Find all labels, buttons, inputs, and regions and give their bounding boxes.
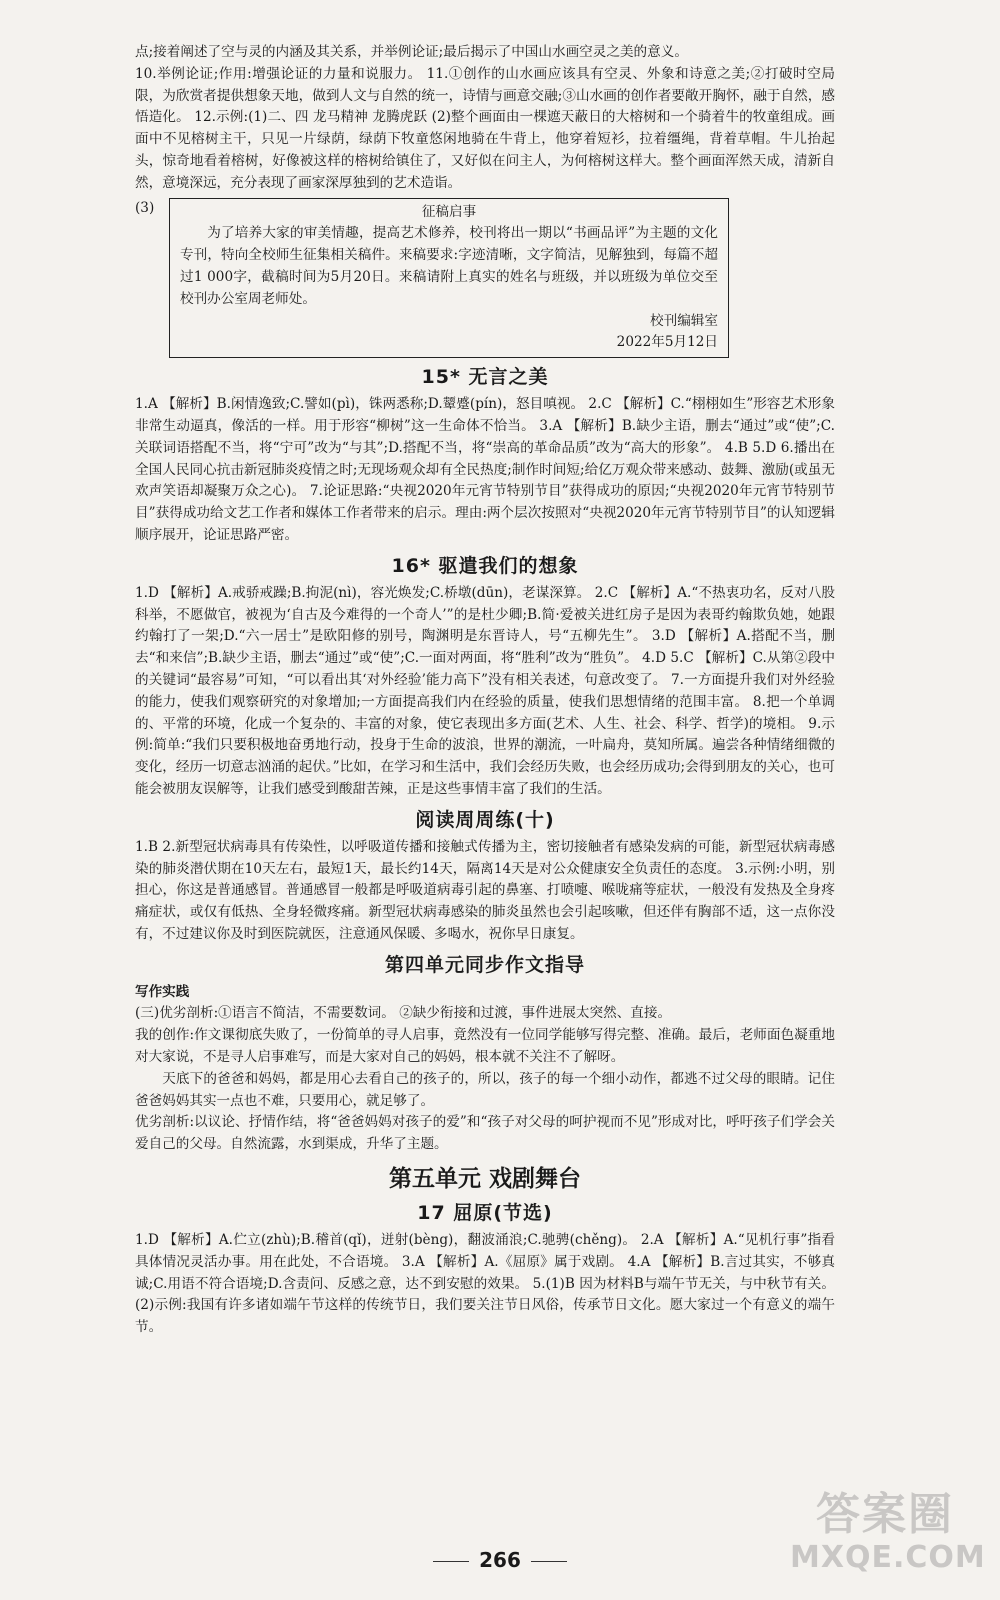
- site-watermark-logo: [790, 1489, 986, 1585]
- page-number-dash-right: [531, 1561, 567, 1562]
- writing-creation-cont: 天底下的爸爸和妈妈，都是用心去看自己的孩子的，所以，孩子的每一个细小动作，都逃不过父母的眼睛。记住爸爸妈妈其实一点也不难，只要用心，就足够了。: [135, 1070, 835, 1109]
- reading-practice-answers: 1.B 2.新型冠状病毒具有传染性，以呼吸道传播和接触式传播为主，密切接触者有感染发病的可能，新型冠状病毒感染的肺炎潜伏期在10天左右，最短1天，最长约14天，隔离14天是对公众健康安全负责任的态度。 3.示例:小明，别担心，你这是普通感冒。普通感冒一般都是呼吸道病毒引起的鼻塞、打喷嚏、喉咙痛等症状，一般没有发热及全身疼痛症状，或仅有低热、全身轻微疼痛。新型冠状病毒感染的肺炎虽然也会引起咳嗽，但还伴有胸部不适，这一点你没有，不过建议你及时到医院就医，注意通风保暖、多喝水，祝你早日康复。: [135, 838, 835, 942]
- notice-body: 为了培养大家的审美情趣，提高艺术修养，校刊将出一期以“书画品评”为主题的文化专刊，特向全校师生征集相关稿件。来稿要求:字迹清晰，文字简洁，见解独到，每篇不超过1 000字，截稿时间为5月20日。来稿请附上真实的姓名与班级，并以班级为单位交至校刊办公室周老师处。: [180, 225, 718, 307]
- section-15-answers: 1.A 【解析】B.闲情逸致;C.譬如(pì)，铢两悉称;D.颦蹙(pín)，怒目嗔视。 2.C 【解析】C.“栩栩如生”形容艺术形象非常生动逼真，像活的一样。用于形容“柳树”这一生命体不恰当。 3.A 【解析】B.缺少主语，删去“通过”或“使”;C.关联词语搭配不当，将“宁可”改为“与其”;D.搭配不当，将“崇高的革命品质”改为“高大的形象”。 4.B 5.D 6.播出在全国人民同心抗击新冠肺炎疫情之时;无现场观众却有全民热度;制作时间短;给亿万观众带来感动、鼓舞、激励(或虽无欢声笑语却凝聚万众之心)。 7.论证思路:“央视2020年元宵节特别节目”获得成功的原因;“央视2020年元宵节特别节目”获得成功给文艺工作者和媒体工作者带来的启示。理由:两个层次按照对“央视2020年元宵节特别节目”的认知逻辑顺序展开，论证思路严密。: [135, 396, 835, 543]
- writing-creation: 我的创作:作文课彻底失败了，一份简单的寻人启事，竟然没有一位同学能够写得完整、准确。最后，老师面色凝重地对大家说，不是寻人启事难写，而是大家对自己的妈妈，根本就不关注不了解呀。: [135, 1027, 835, 1066]
- call-for-papers-box: [169, 198, 729, 359]
- intro-answers: 10.举例论证;作用:增强论证的力量和说服力。 11.①创作的山水画应该具有空灵、外象和诗意之美;②打破时空局限，为欣赏者提供想象天地，做到人文与自然的统一，诗情与画意交融;③山水画的创作者要敞开胸怀，融于自然，感悟造化。 12.示例:(1)二、四 龙马精神 龙腾虎跃 (2)整个画面由一棵遮天蔽日的大榕树和一个骑着牛的牧童组成。画面中不见榕树主干，只见一片绿荫，绿荫下牧童悠闲地骑在牛背上，他穿着短衫，拉着缰绳，背着草帽。牛儿抬起头，惊奇地看着榕树，好像被这样的榕树给镇住了，又好似在问主人，为何榕树这样大。整个画面浑然天成，清新自然，意境深远，充分表现了画家深厚独到的艺术造诣。: [135, 65, 835, 191]
- notice-block: [135, 198, 835, 359]
- page-number-dash-left: [433, 1561, 469, 1562]
- reading-practice-title: 阅读周周练(十): [415, 808, 555, 831]
- notice-number: (3): [135, 199, 155, 216]
- watermark-line-1: 答案圈: [816, 1489, 954, 1540]
- page-number-text: 266: [479, 1548, 521, 1572]
- writing-practice-subhead: 写作实践: [135, 983, 190, 1000]
- section-16-title: 16* 驱遣我们的想象: [391, 554, 579, 577]
- answer-page: [135, 42, 835, 1339]
- section-17-answers: 1.D 【解析】A.伫立(zhù);B.稽首(qǐ)，迸射(bèng)，翻波涌浪;C.驰骋(chěng)。 2.A 【解析】A.“见机行事”指看具体情况灵活办事。用在此处，不合语境。 3.A 【解析】A.《屈原》属于戏剧。 4.A 【解析】B.言过其实，不够真诚;C.用语不符合语境;D.含责问、反感之意，达不到安慰的效果。 5.(1)B 因为材料B与端午节无关，与中秋节有关。 (2)示例:我国有许多诸如端午节这样的传统节日，我们要关注节日风俗，传承节日文化。愿大家过一个有意义的端午节。: [135, 1232, 835, 1336]
- unit-5-title: 第五单元 戏剧舞台: [388, 1166, 581, 1193]
- notice-date: 2022年5月12日: [616, 334, 718, 351]
- section-16-answers: 1.D 【解析】A.戒骄戒躁;B.拘泥(nì)，容光焕发;C.桥墩(dūn)，老谋深算。 2.C 【解析】A.“不热衷功名，反对八股科举，不愿做官，被视为‘自古及今难得的一个奇人’”的是杜少卿;B.简·爱被关进红房子是因为表哥约翰欺负她，她跟约翰打了一架;D.“六一居士”是欧阳修的别号，陶渊明是东晋诗人，号“五柳先生”。 3.D 【解析】A.搭配不当，删去“和来信”;B.缺少主语，删去“通过”或“使”;C.一面对两面，将“胜利”改为“胜负”。 4.D 5.C 【解析】C.从第②段中的关键词“最容易”可知，“可以看出其‘对外经验’能力高下”没有相关表述，句意改变了。 7.一方面提升我们对外经验的能力，使我们观察研究的对象增加;一方面提高我们内在经验的质量，使我们思想情绪的范围丰富。 8.把一个单调的、平常的环境，化成一个复杂的、丰富的对象，使它表现出多方面(艺术、人生、社会、科学、哲学)的境相。 9.示例:简单:“我们只要积极地奋勇地行动，投身于生命的波浪，世界的潮流，一叶扁舟，莫知所属。遍尝各种情绪细微的变化，经历一切意志汹涌的起伏。”比如，在学习和生活中，我们会经历失败，也会经历成功;会得到朋友的关心，也可能会被朋友误解等，让我们感受到酸甜苦辣，正是这些事情丰富了我们的生活。: [135, 584, 835, 797]
- writing-evaluation: 优劣剖析:以议论、抒情作结，将“爸爸妈妈对孩子的爱”和“孩子对父母的呵护视而不见”形成对比，呼吁孩子们学会关爱自己的父母。自然流露，水到渠成，升华了主题。: [135, 1114, 835, 1153]
- section-15-title: 15* 无言之美: [421, 366, 549, 389]
- watermark-line-2: MXQE.COM: [790, 1540, 986, 1575]
- intro-line-1: 点;接着阐述了空与灵的内涵及其关系，并举例论证;最后揭示了中国山水画空灵之美的意义。: [135, 44, 688, 60]
- notice-signer: 校刊编辑室: [650, 312, 718, 329]
- section-17-title: 17 屈原(节选): [417, 1202, 553, 1225]
- notice-title: 征稿启事: [421, 203, 477, 220]
- writing-guide-title: 第四单元同步作文指导: [384, 953, 585, 976]
- writing-analysis: (三)优劣剖析:①语言不简洁，不需要数词。 ②缺少衔接和过渡，事件进展太突然、直接。: [135, 1005, 672, 1022]
